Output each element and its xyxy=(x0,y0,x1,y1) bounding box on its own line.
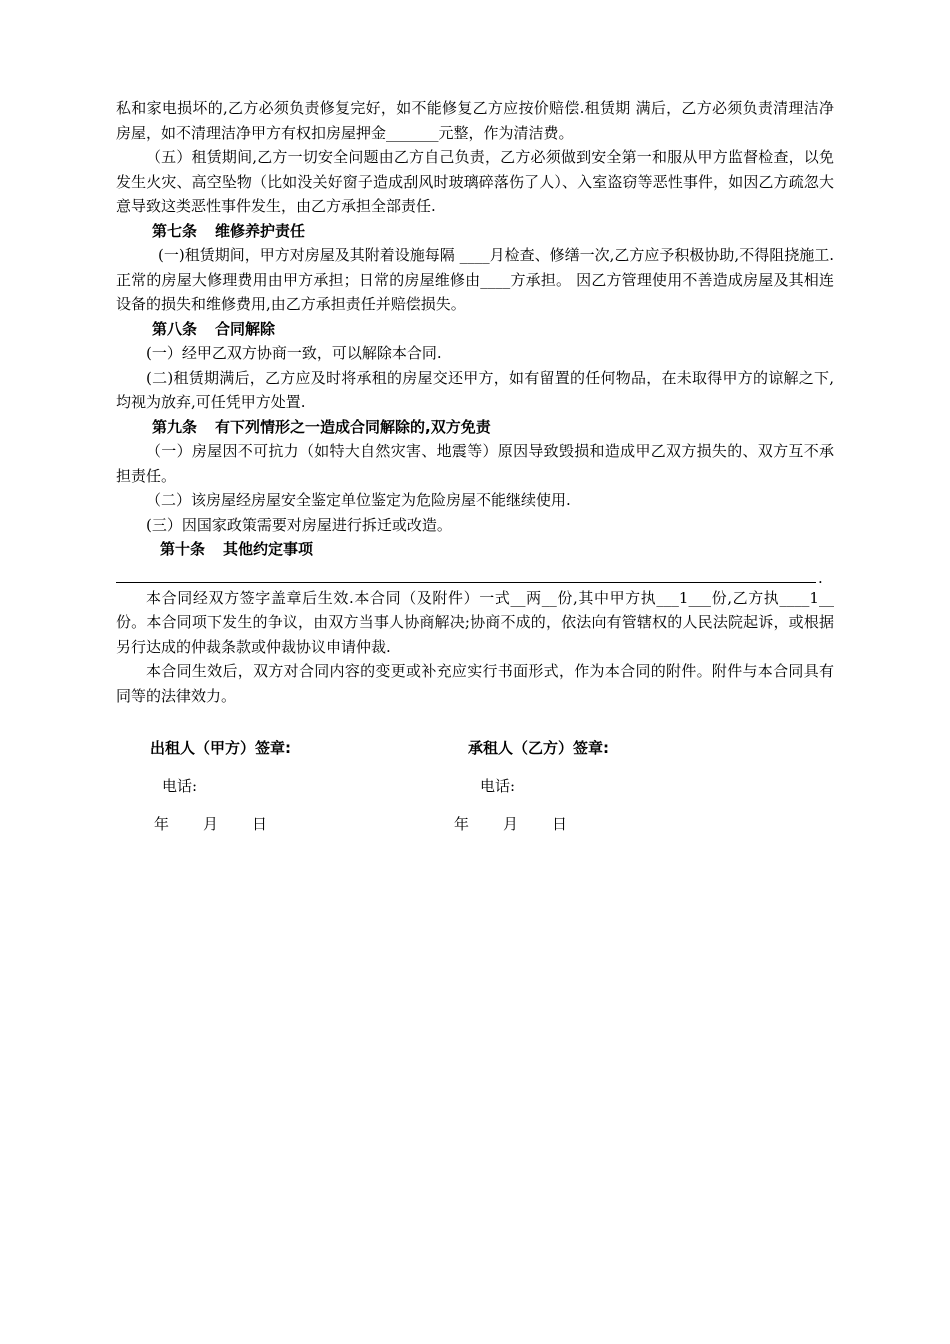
effect-text-b: 份,其中甲方执 xyxy=(556,588,657,607)
lessee-date-month: 月 xyxy=(503,815,519,833)
signature-row xyxy=(116,736,834,774)
deposit-blank: _______ xyxy=(386,123,439,142)
clause9-number: 第九条 xyxy=(152,417,198,436)
clause8-item1: (一）经甲乙双方协商一致，可以解除本合同. xyxy=(146,344,442,362)
lessor-signature-label: 出租人（甲方）签章: xyxy=(150,739,291,757)
phone-row xyxy=(116,774,834,812)
copies-total: __两__ xyxy=(510,588,557,607)
clause7-text-c: 方承担。 因乙方管理使用不善造成房屋及其相连设备的损失和维修费用,由乙方承担责任并赔偿损失。 xyxy=(116,270,834,313)
clause9-item3: (三）因国家政策需要对房屋进行拆迁或改造。 xyxy=(146,515,452,534)
amendment-paragraph: 本合同生效后，双方对合同内容的变更或补充应实行书面形式，作为本合同的附件。附件与本合同具有同等的法律效力。 xyxy=(116,662,834,705)
clause6-item5: （五）租赁期间,乙方一切安全问题由乙方自己负责，乙方必须做到安全第一和服从甲方监督检查，以免发生火灾、高空坠物（比如没关好窗子造成刮风时玻璃碎落伤了人）、入室盗窃等恶性事件，如因乙方疏忽大意导致这类恶性事件发生，由乙方承担全部责任. xyxy=(116,148,834,215)
copies-party-b: ____1__ xyxy=(779,588,834,607)
lessee-date-day: 日 xyxy=(552,815,568,833)
effect-text-a: 本合同经双方签字盖章后生效.本合同（及附件）一式 xyxy=(146,588,511,607)
clause7-title: 维修养护责任 xyxy=(215,221,306,240)
lessor-date xyxy=(154,812,267,837)
lessee-date xyxy=(454,812,567,837)
clause6-text-a: 私和家电损坏的,乙方必须负责修复完好，如不能修复乙方应按价赔偿.租赁期 满后，乙方必须负责清理洁净房屋，如不清理洁净甲方有权扣房屋押金 xyxy=(116,99,834,142)
lessor-phone-label: 电话: xyxy=(162,777,198,795)
clause6-continuation xyxy=(116,96,834,145)
repair-party-blank: ____ xyxy=(480,270,511,289)
clause10-title: 其他约定事项 xyxy=(223,540,314,558)
clause6-text-b: 元整，作为清洁费。 xyxy=(438,123,574,142)
effect-text-c: 份,乙方执 xyxy=(710,588,780,607)
clause10-number: 第十条 xyxy=(160,540,206,558)
clause7-item1 xyxy=(116,243,834,317)
date-row xyxy=(116,812,834,850)
clause7-number: 第七条 xyxy=(152,221,198,240)
clause9-title: 有下列情形之一造成合同解除的,双方免责 xyxy=(215,417,491,436)
lessor-date-year: 年 xyxy=(154,815,170,833)
clause7-text-b: 月检查、修缮一次,乙方应予积极协助,不得阻挠施工. 正常的房屋大修理费用由甲方承担；日常的房屋维修由 xyxy=(116,246,834,289)
clause8-heading xyxy=(116,317,834,342)
effect-text-d: 份。本合同项下发生的争议，由双方当事人协商解决;协商不成的，依法向有管辖权的人民法院起诉，或根据另行达成的仲裁条款或仲裁协议申请仲裁. xyxy=(116,613,834,656)
lessee-signature-label: 承租人（乙方）签章: xyxy=(468,739,609,757)
lessor-date-month: 月 xyxy=(203,815,219,833)
lessee-date-year: 年 xyxy=(454,815,470,833)
clause9-item1: （一）房屋因不可抗力（如特大自然灾害、地震等）原因导致毁损和造成甲乙双方损失的、双方互不承担责任。 xyxy=(116,442,834,485)
other-terms-blank-line xyxy=(116,564,834,586)
clause9-item2: （二）该房屋经房屋安全鉴定单位鉴定为危险房屋不能继续使用. xyxy=(146,491,571,509)
clause7-text-a: (一)租赁期间，甲方对房屋及其附着设施每隔 xyxy=(158,246,460,264)
clause8-number: 第八条 xyxy=(152,319,198,338)
clause9-heading xyxy=(116,415,834,440)
inspection-interval-blank: ____ xyxy=(459,246,490,264)
clause10-heading xyxy=(116,537,834,562)
contract-page xyxy=(116,96,834,850)
effect-paragraph xyxy=(116,586,834,660)
lessee-phone-label: 电话: xyxy=(480,777,516,795)
clause8-item2: (二)租赁期满后，乙方应及时将承租的房屋交还甲方，如有留置的任何物品，在未取得甲方的谅解之下,均视为放弃,可任凭甲方处置. xyxy=(116,368,834,411)
blank-line-period: . xyxy=(818,568,823,587)
lessor-date-day: 日 xyxy=(252,815,268,833)
copies-party-a: ___1___ xyxy=(656,588,711,607)
blank-rule xyxy=(116,582,816,583)
clause7-heading xyxy=(116,219,834,244)
clause8-title: 合同解除 xyxy=(215,319,276,338)
